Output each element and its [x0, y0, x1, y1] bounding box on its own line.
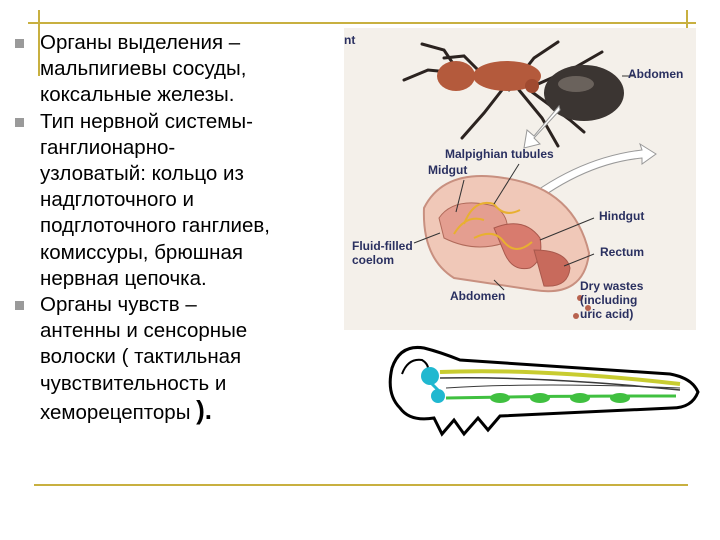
bullet-item-nervous-system: [10, 109, 330, 292]
label-including: (including: [580, 293, 638, 307]
larva-nervous-system-figure: [380, 338, 706, 440]
bullet-text: Органы чувств – антенны и сенсорные волоски ( тактильная чувствительность и хеморецепторы: [40, 293, 248, 424]
ant-excretory-figure: [344, 28, 696, 330]
label-dry-wastes: Dry wastes: [580, 279, 644, 293]
label-fluid-filled: Fluid-filled: [352, 239, 413, 253]
bullet-square-icon: [15, 118, 24, 127]
bullet-text: Тип нервной системы- ганглионарно- узловатый: кольцо из надглоточного и подглоточного ганглиев, комиссуры, брюшная нервная цепочка.: [40, 109, 270, 290]
label-hindgut: Hindgut: [599, 209, 645, 223]
larva-brain-ganglion: [421, 367, 439, 385]
bullet-square-icon: [15, 39, 24, 48]
label-uric-acid: uric acid): [580, 307, 634, 321]
bullet-square-icon: [15, 301, 24, 310]
slide-rule-bottom: [34, 484, 688, 486]
label-coelom: coelom: [352, 253, 395, 267]
label-malpighian: Malpighian tubules: [445, 147, 554, 161]
slide-rule-top: [28, 22, 696, 24]
corner-text: nt: [344, 33, 356, 47]
label-midgut: Midgut: [428, 163, 468, 177]
label-abdomen-bottom: Abdomen: [450, 289, 506, 303]
bullet-text: Органы выделения – мальпигиевы сосуды, коксальные железы.: [40, 31, 247, 107]
label-rectum: Rectum: [600, 245, 645, 259]
bullet-list: [10, 30, 330, 426]
label-abdomen-top: Abdomen: [628, 67, 684, 81]
closing-paren: ).: [196, 394, 213, 425]
bullet-item-excretion: [10, 30, 330, 109]
bullet-item-sense-organs: [10, 292, 330, 426]
ant-head: [437, 61, 475, 91]
